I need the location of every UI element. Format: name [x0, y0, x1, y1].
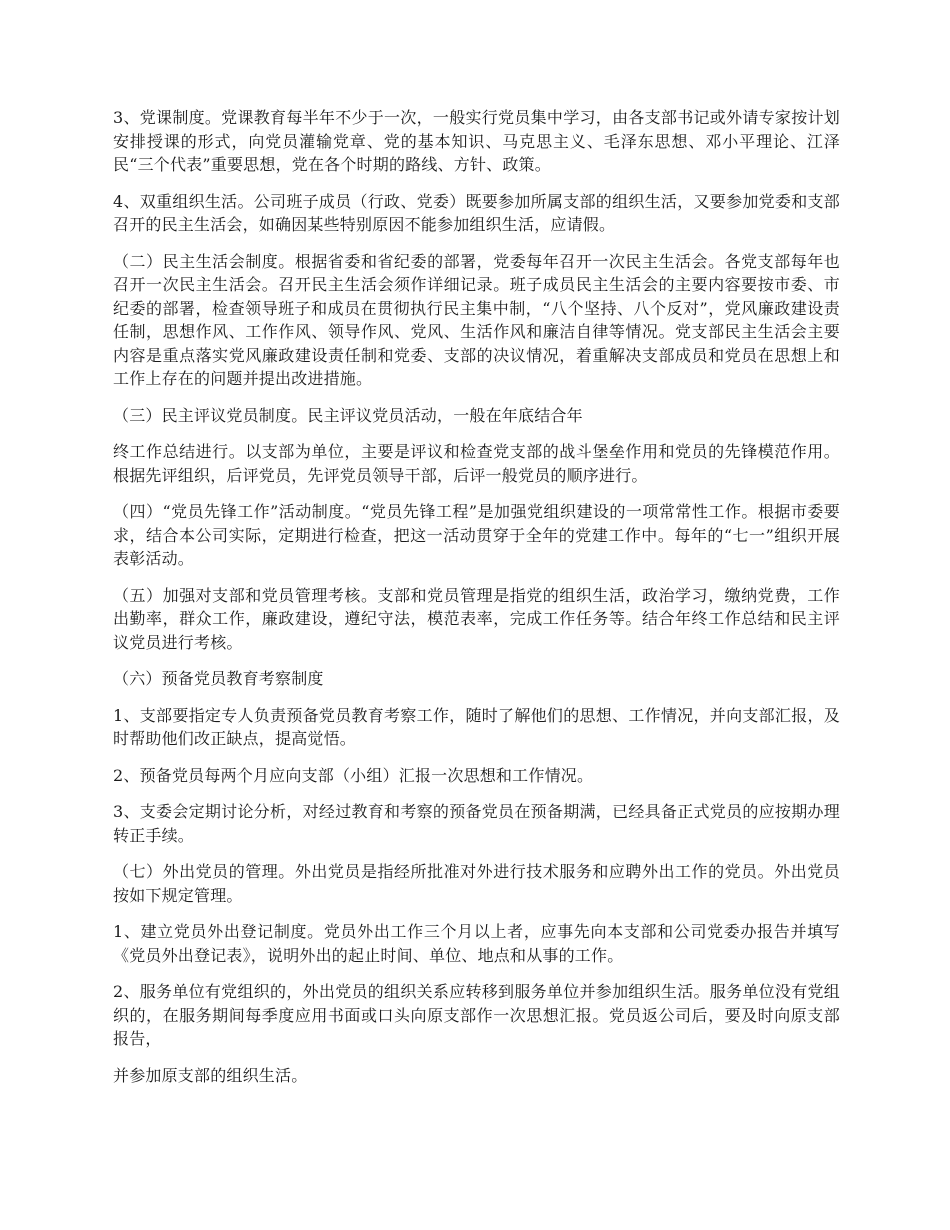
paragraph-outgoing-item-1: 1、建立党员外出登记制度。党员外出工作三个月以上者，应事先向本支部和公司党委办报告并填写《党员外出登记表》，说明外出的起止时间、单位、地点和从事的工作。 [113, 922, 840, 965]
paragraph-democratic-life-meeting: （二）民主生活会制度。根据省委和省纪委的部署，党委每年召开一次民主生活会。各党支部每年也召开一次民主生活会。召开民主生活会须作详细记录。班子成员民主生活会的主要内容要按市委、市纪委的部署，检查领导班子和成员在贯彻执行民主集中制，“八个坚持、八个反对”，党风廉政建设责任制，思想作风、工作作风、领导作风、党风、生活作风和廉洁自律等情况。党支部民主生活会主要内容是重点落实党风廉政建设责任制和党委、支部的决议情况，着重解决支部成员和党员在思想上和工作上存在的问题并提出改进措施。 [113, 251, 840, 388]
paragraph-party-lecture: 3、党课制度。党课教育每半年不少于一次，一般实行党员集中学习，由各支部书记或外请专家按计划安排授课的形式，向党员灌输党章、党的基本知识、马克思主义、毛泽东思想、邓小平理论、江泽民“三个代表”重要思想，党在各个时期的路线、方针、政策。 [113, 108, 840, 174]
paragraph-democratic-review-intro: （三）民主评议党员制度。民主评议党员活动，一般在年底结合年 [113, 405, 583, 425]
paragraph-probationary-item-2: 2、预备党员每两个月应向支部（小组）汇报一次思想和工作情况。 [113, 765, 594, 785]
paragraph-probationary-heading: （六）预备党员教育考察制度 [113, 669, 324, 688]
paragraph-outgoing-members: （七）外出党员的管理。外出党员是指经所批准对外进行技术服务和应聘外出工作的党员。外出党员按如下规定管理。 [113, 862, 840, 905]
paragraph-pioneer-activity: （四）“党员先锋工作”活动制度。“党员先锋工程”是加强党组织建设的一项常常性工作。根据市委要求，结合本公司实际，定期进行检查，把这一活动贯穿于全年的党建工作中。每年的“七一”组织开展表彰活动。 [113, 502, 840, 568]
paragraph-probationary-item-1: 1、支部要指定专人负责预备党员教育考察工作，随时了解他们的思想、工作情况，并向支部汇报，及时帮助他们改正缺点，提高觉悟。 [113, 705, 840, 748]
paragraph-outgoing-item-2: 2、服务单位有党组织的，外出党员的组织关系应转移到服务单位并参加组织生活。服务单位没有党组织的，在服务期间每季度应用书面或口头向原支部作一次思想汇报。党员返公司后，要及时向原支部报告， [113, 982, 840, 1048]
paragraph-management-assessment: （五）加强对支部和党员管理考核。支部和党员管理是指党的组织生活，政治学习，缴纳党费，工作出勤率，群众工作，廉政建设，遵纪守法，模范表率，完成工作任务等。结合年终工作总结和民主评议党员进行考核。 [113, 585, 840, 652]
paragraph-outgoing-item-2-continued: 并参加原支部的组织生活。 [113, 1065, 308, 1085]
paragraph-democratic-review-body: 终工作总结进行。以支部为单位，主要是评议和检查党支部的战斗堡垒作用和党员的先锋模范作用。根据先评组织，后评党员，先评党员领导干部，后评一般党员的顺序进行。 [113, 442, 840, 485]
paragraph-probationary-item-3: 3、支委会定期讨论分析，对经过教育和考察的预备党员在预备期满，已经具备正式党员的应按期办理转正手续。 [113, 802, 840, 845]
paragraph-dual-organization-life: 4、双重组织生活。公司班子成员（行政、党委）既要参加所属支部的组织生活，又要参加党委和支部召开的民主生活会，如确因某些特别原因不能参加组织生活，应请假。 [113, 191, 840, 234]
document-body [113, 106, 840, 1100]
